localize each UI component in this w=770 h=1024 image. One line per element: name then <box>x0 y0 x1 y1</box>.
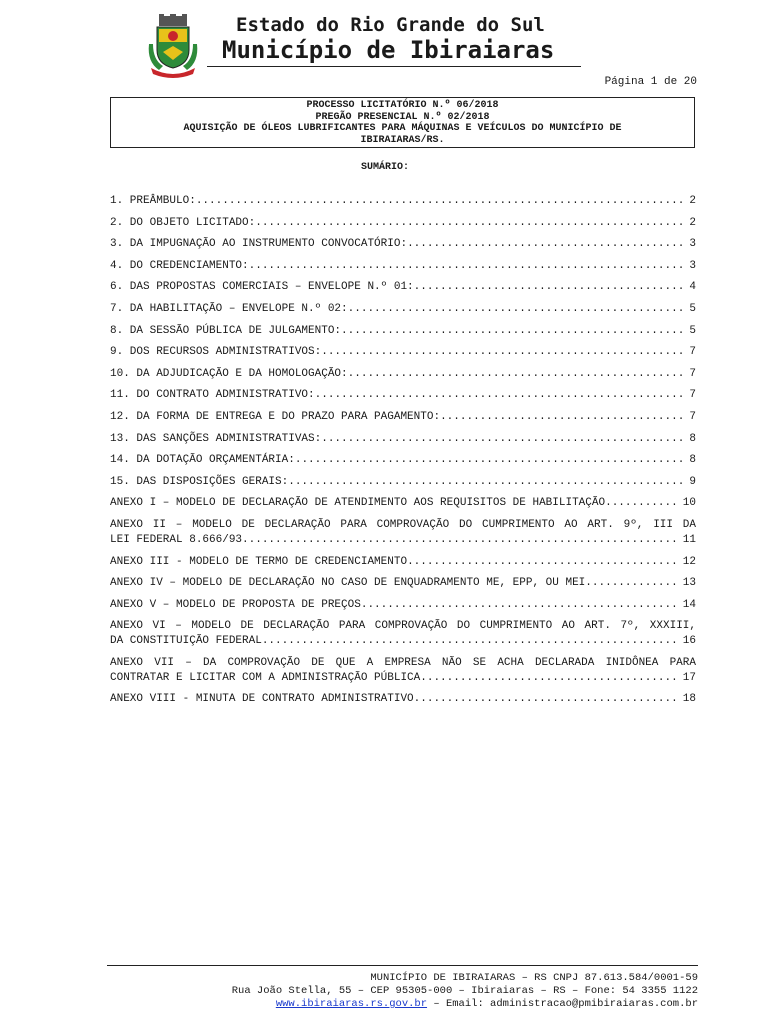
summary-title: SUMÁRIO: <box>360 162 409 173</box>
toc-entry[interactable]: 11. DO CONTRATO ADMINISTRATIVO: ..... 7 <box>110 388 696 403</box>
process-number: PROCESSO LICITATÓRIO N.º 06/2018 <box>306 100 499 111</box>
toc-entry[interactable]: 1. PREÂMBULO: ..... 2 <box>110 194 696 209</box>
header-divider <box>207 66 581 67</box>
footer-divider <box>107 965 698 966</box>
toc-entry[interactable]: 14. DA DOTAÇÃO ORÇAMENTÁRIA: ..... 8 <box>110 453 696 468</box>
toc-entry[interactable]: 10. DA ADJUDICAÇÃO E DA HOMOLOGAÇÃO: ..... 7 <box>110 367 696 382</box>
toc-entry[interactable]: ANEXO VI – MODELO DE DECLARAÇÃO PARA COMPROVAÇÃO DO CUMPRIMENTO AO ART. 7º, XXXIII, DA CONSTITUIÇÃO FEDERAL ..... 16 <box>110 619 696 649</box>
process-object-line2: IBIRAIARAS/RS. <box>360 134 445 146</box>
toc-entry[interactable]: ANEXO VIII - MINUTA DE CONTRATO ADMINISTRATIVO ..... 18 <box>110 692 696 707</box>
toc-entry[interactable]: ANEXO V – MODELO DE PROPOSTA DE PREÇOS ..... 14 <box>110 598 696 613</box>
toc-entry[interactable]: ANEXO II – MODELO DE DECLARAÇÃO PARA COMPROVAÇÃO DO CUMPRIMENTO AO ART. 9º, III DA LEI FEDERAL 8.666/93. ..... 11 <box>110 518 696 548</box>
website-link[interactable]: www.ibiraiaras.rs.gov.br <box>275 998 428 1010</box>
state-title: Estado do Rio Grande do Sul <box>236 14 545 36</box>
toc-entry[interactable]: ANEXO III - MODELO DE TERMO DE CREDENCIAMENTO ..... 12 <box>110 555 696 570</box>
toc-entry[interactable]: 8. DA SESSÃO PÚBLICA DE JULGAMENTO: ..... 5 <box>110 324 696 339</box>
footer-email: – Email: administracao@pmibiraiaras.com.br <box>427 998 698 1010</box>
toc-entry[interactable]: 3. DA IMPUGNAÇÃO AO INSTRUMENTO CONVOCATÓRIO: ..... 3 <box>110 237 696 252</box>
pregao-number: PREGÃO PRESENCIAL N.º 02/2018 <box>315 111 490 123</box>
toc-entry[interactable]: 13. DAS SANÇÕES ADMINISTRATIVAS: ..... 8 <box>110 432 696 447</box>
footer-cnpj: MUNICÍPIO DE IBIRAIARAS – RS CNPJ 87.613.584/0001-59 <box>370 972 698 984</box>
toc-entry[interactable]: ANEXO I – MODELO DE DECLARAÇÃO DE ATENDIMENTO AOS REQUISITOS DE HABILITAÇÃO ..... 10 <box>110 496 696 511</box>
process-info-box <box>110 97 695 148</box>
toc-entry[interactable]: 12. DA FORMA DE ENTREGA E DO PRAZO PARA PAGAMENTO: ..... 7 <box>110 410 696 425</box>
footer-contact <box>232 998 698 1011</box>
toc-entry[interactable]: 6. DAS PROPOSTAS COMERCIAIS – ENVELOPE N.º 01: ..... 4 <box>110 280 696 295</box>
page-number: Página 1 de 20 <box>604 76 697 88</box>
toc-entry[interactable]: 2. DO OBJETO LICITADO: ..... 2 <box>110 216 696 231</box>
process-object-line1: AQUISIÇÃO DE ÓLEOS LUBRIFICANTES PARA MÁQUINAS E VEÍCULOS DO MUNICÍPIO DE <box>183 123 622 134</box>
toc-entry[interactable]: 15. DAS DISPOSIÇÕES GERAIS: ..... 9 <box>110 475 696 490</box>
municipality-title: Município de Ibiraiaras <box>222 36 555 64</box>
footer <box>232 972 698 1011</box>
toc-entry[interactable]: 9. DOS RECURSOS ADMINISTRATIVOS: ..... 7 <box>110 345 696 360</box>
toc-entry[interactable]: ANEXO IV – MODELO DE DECLARAÇÃO NO CASO DE ENQUADRAMENTO ME, EPP, OU MEI. ..... 13 <box>110 576 696 591</box>
toc-entry[interactable]: 4. DO CREDENCIAMENTO: ..... 3 <box>110 259 696 274</box>
footer-address: Rua João Stella, 55 – CEP 95305-000 – Ibiraiaras – RS – Fone: 54 3355 1122 <box>231 985 698 997</box>
toc-entry[interactable]: ANEXO VII – DA COMPROVAÇÃO DE QUE A EMPRESA NÃO SE ACHA DECLARADA INIDÔNEA PARA CONTRATAR E LICITAR COM A ADMINISTRAÇÃO PÚBLICA. ..... 17 <box>110 656 696 686</box>
toc-entry[interactable]: 7. DA HABILITAÇÃO – ENVELOPE N.º 02: ..... 5 <box>110 302 696 317</box>
municipal-crest-icon <box>145 14 201 78</box>
table-of-contents <box>110 194 696 714</box>
